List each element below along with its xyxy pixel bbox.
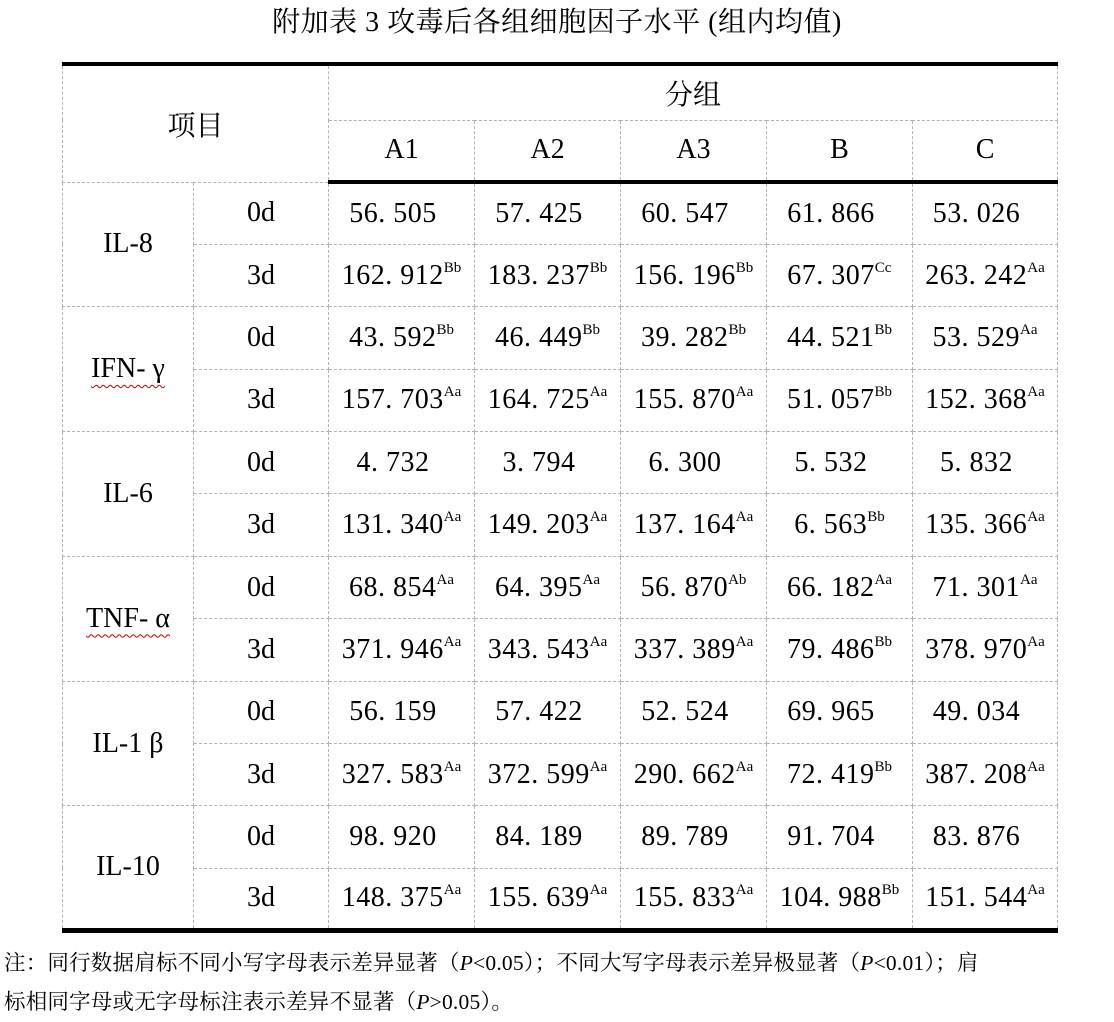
value-cell: 131. 340Aa (329, 494, 475, 556)
value-number: 69. 965 (787, 696, 875, 728)
p-value-symbol: P (860, 951, 874, 975)
value-number: 156. 196 (633, 259, 736, 291)
value-cell (475, 432, 621, 494)
value-number: 53. 529 (932, 321, 1021, 353)
value-number: 83. 876 (932, 821, 1021, 853)
value-number: 44. 521 (787, 321, 875, 353)
timepoint-label: 3d (194, 868, 329, 930)
footnote-text: <0.05）；不同大写字母表示差异极显著（ (473, 951, 861, 975)
item-header: 项目 (63, 64, 329, 182)
value-cell: 162. 912Bb (329, 244, 475, 306)
value-number: 157. 703 (341, 384, 444, 416)
cytokine-label-text: IL-6 (103, 477, 153, 509)
value-number: 6. 300 (648, 446, 722, 478)
value-cell: 327. 583Aa (329, 744, 475, 806)
value-cell: 387. 208Aa (913, 744, 1058, 806)
column-header-b: B (767, 120, 913, 182)
footnote-text: >0.05）。 (429, 990, 514, 1014)
column-header-a2: A2 (475, 120, 621, 182)
value-cell: 51. 057Bb (767, 369, 913, 431)
value-number: 60. 547 (641, 197, 729, 229)
value-cell: 263. 242Aa (913, 244, 1058, 306)
value-number: 155. 833 (633, 882, 736, 914)
table-row (63, 432, 1058, 494)
value-number: 43. 592 (349, 321, 437, 353)
timepoint-label: 0d (194, 556, 329, 618)
timepoint-label: 0d (194, 307, 329, 369)
value-cell: 148. 375Aa (329, 868, 475, 930)
value-cell: 164. 725Aa (475, 369, 621, 431)
value-number: 46. 449 (495, 321, 583, 353)
table-row (63, 868, 1058, 930)
cytokine-label (63, 182, 194, 307)
value-number: 6. 563 (794, 509, 868, 541)
value-cell: 64. 395Aa (475, 556, 621, 618)
cytokine-label-text: IL-1 β (92, 727, 164, 759)
timepoint-label: 0d (194, 432, 329, 494)
column-header-a1: A1 (329, 120, 475, 182)
table-row (63, 494, 1058, 556)
p-value-symbol: P (416, 990, 430, 1014)
value-cell (329, 806, 475, 868)
value-number: 290. 662 (633, 758, 736, 790)
value-cell (329, 432, 475, 494)
cytokine-label-text: IFN- γ (91, 353, 165, 385)
value-number: 164. 725 (487, 384, 590, 416)
value-cell: 43. 592Bb (329, 307, 475, 369)
value-number: 91. 704 (787, 821, 875, 853)
table-row (63, 556, 1058, 618)
cytokine-label-text: TNF- α (86, 602, 170, 634)
value-number: 57. 422 (495, 696, 583, 728)
table-row (63, 369, 1058, 431)
value-cell: 104. 988Bb (767, 868, 913, 930)
value-cell (475, 681, 621, 743)
footnote-text: 标相同字母或无字母标注表示差异不显著（ (4, 990, 417, 1014)
value-number: 4. 732 (356, 446, 430, 478)
value-cell: 135. 366Aa (913, 494, 1058, 556)
value-number: 104. 988 (779, 882, 882, 914)
value-number: 39. 282 (641, 321, 729, 353)
value-cell: 183. 237Bb (475, 244, 621, 306)
value-cell: 157. 703Aa (329, 369, 475, 431)
value-number: 263. 242 (925, 259, 1028, 291)
value-number: 67. 307 (787, 259, 875, 291)
value-number: 151. 544 (925, 882, 1028, 914)
value-number: 57. 425 (495, 197, 583, 229)
value-cell (767, 432, 913, 494)
timepoint-label: 3d (194, 244, 329, 306)
table-row (63, 182, 1058, 244)
value-cell (913, 182, 1058, 244)
cytokine-label (63, 307, 194, 432)
value-cell (913, 681, 1058, 743)
table-row (63, 244, 1058, 306)
value-number: 155. 639 (487, 882, 590, 914)
table-row (63, 681, 1058, 743)
cytokine-label (63, 556, 194, 681)
value-cell: 155. 639Aa (475, 868, 621, 930)
cytokine-label (63, 432, 194, 557)
value-cell (329, 681, 475, 743)
value-number: 64. 395 (495, 571, 583, 603)
timepoint-label: 3d (194, 744, 329, 806)
value-cell: 72. 419Bb (767, 744, 913, 806)
value-cell: 39. 282Bb (621, 307, 767, 369)
table-row (63, 806, 1058, 868)
value-cell (767, 182, 913, 244)
value-number: 371. 946 (341, 633, 444, 665)
value-cell: 151. 544Aa (913, 868, 1058, 930)
value-cell (329, 182, 475, 244)
value-number: 343. 543 (487, 633, 590, 665)
footnote-text: <0.01）；肩 (873, 951, 979, 975)
timepoint-label: 3d (194, 619, 329, 681)
column-header-c: C (913, 120, 1058, 182)
value-number: 149. 203 (487, 509, 590, 541)
column-header-a3: A3 (621, 120, 767, 182)
value-cell (767, 681, 913, 743)
value-cell (475, 806, 621, 868)
value-cell: 44. 521Bb (767, 307, 913, 369)
value-number: 162. 912 (341, 259, 444, 291)
footnote-line-1 (4, 944, 1110, 983)
value-cell: 372. 599Aa (475, 744, 621, 806)
value-cell: 67. 307Cc (767, 244, 913, 306)
value-number: 98. 920 (349, 821, 437, 853)
value-number: 3. 794 (502, 446, 576, 478)
value-cell: 290. 662Aa (621, 744, 767, 806)
value-cell: 68. 854Aa (329, 556, 475, 618)
group-header: 分组 (329, 64, 1058, 120)
value-cell: 155. 870Aa (621, 369, 767, 431)
value-number: 52. 524 (641, 696, 729, 728)
value-number: 79. 486 (787, 633, 875, 665)
value-number: 372. 599 (487, 758, 590, 790)
value-number: 135. 366 (925, 509, 1028, 541)
cytokine-table (62, 62, 1058, 933)
value-number: 131. 340 (341, 509, 444, 541)
p-value-symbol: P (459, 951, 474, 975)
table-row (63, 307, 1058, 369)
value-number: 378. 970 (925, 633, 1028, 665)
value-cell: 53. 529Aa (913, 307, 1058, 369)
value-number: 49. 034 (932, 696, 1021, 728)
value-number: 84. 189 (495, 821, 583, 853)
table-body (63, 182, 1058, 931)
value-cell: 79. 486Bb (767, 619, 913, 681)
value-cell: 56. 870Ab (621, 556, 767, 618)
value-cell: 46. 449Bb (475, 307, 621, 369)
value-cell: 343. 543Aa (475, 619, 621, 681)
value-cell (621, 806, 767, 868)
table-row (63, 619, 1058, 681)
value-number: 72. 419 (787, 758, 875, 790)
value-number: 53. 026 (932, 197, 1021, 229)
value-number: 137. 164 (633, 509, 736, 541)
value-cell: 137. 164Aa (621, 494, 767, 556)
value-cell: 155. 833Aa (621, 868, 767, 930)
value-cell (767, 806, 913, 868)
value-number: 56. 870 (640, 571, 729, 603)
value-number: 387. 208 (925, 758, 1028, 790)
value-number: 148. 375 (341, 882, 444, 914)
value-number: 183. 237 (487, 259, 590, 291)
value-cell: 156. 196Bb (621, 244, 767, 306)
cytokine-label-text: IL-8 (103, 228, 153, 260)
value-number: 56. 505 (349, 197, 437, 229)
value-number: 155. 870 (633, 384, 736, 416)
value-cell (621, 681, 767, 743)
value-number: 5. 532 (794, 446, 868, 478)
value-cell: 378. 970Aa (913, 619, 1058, 681)
value-cell: 149. 203Aa (475, 494, 621, 556)
value-cell (475, 182, 621, 244)
value-cell: 6. 563Bb (767, 494, 913, 556)
timepoint-label: 3d (194, 494, 329, 556)
cytokine-label (63, 681, 194, 806)
value-number: 5. 832 (940, 446, 1014, 478)
value-number: 66. 182 (787, 571, 875, 603)
timepoint-label: 0d (194, 681, 329, 743)
table-header (63, 64, 1058, 182)
value-number: 56. 159 (349, 696, 437, 728)
value-cell (621, 182, 767, 244)
value-cell (913, 806, 1058, 868)
value-number: 51. 057 (787, 384, 875, 416)
value-cell: 337. 389Aa (621, 619, 767, 681)
value-number: 89. 789 (641, 821, 729, 853)
value-number: 327. 583 (341, 758, 444, 790)
footnote-line-2 (4, 983, 1110, 1022)
timepoint-label: 0d (194, 806, 329, 868)
cytokine-label-text: IL-10 (96, 851, 160, 883)
value-cell: 371. 946Aa (329, 619, 475, 681)
value-cell (913, 432, 1058, 494)
footnote-text: 注：同行数据肩标不同小写字母表示差异显著（ (4, 951, 460, 975)
value-number: 71. 301 (932, 571, 1021, 603)
table-title: 附加表 3 攻毒后各组细胞因子水平 (组内均值) (272, 7, 842, 38)
value-cell: 152. 368Aa (913, 369, 1058, 431)
value-number: 337. 389 (633, 633, 736, 665)
timepoint-label: 3d (194, 369, 329, 431)
timepoint-label: 0d (194, 182, 329, 244)
table-row (63, 744, 1058, 806)
value-number: 68. 854 (349, 571, 437, 603)
value-number: 152. 368 (925, 384, 1028, 416)
value-number: 61. 866 (787, 197, 875, 229)
value-cell: 71. 301Aa (913, 556, 1058, 618)
footnote (4, 944, 1110, 1022)
cytokine-label (63, 806, 194, 931)
value-cell: 66. 182Aa (767, 556, 913, 618)
value-cell (621, 432, 767, 494)
